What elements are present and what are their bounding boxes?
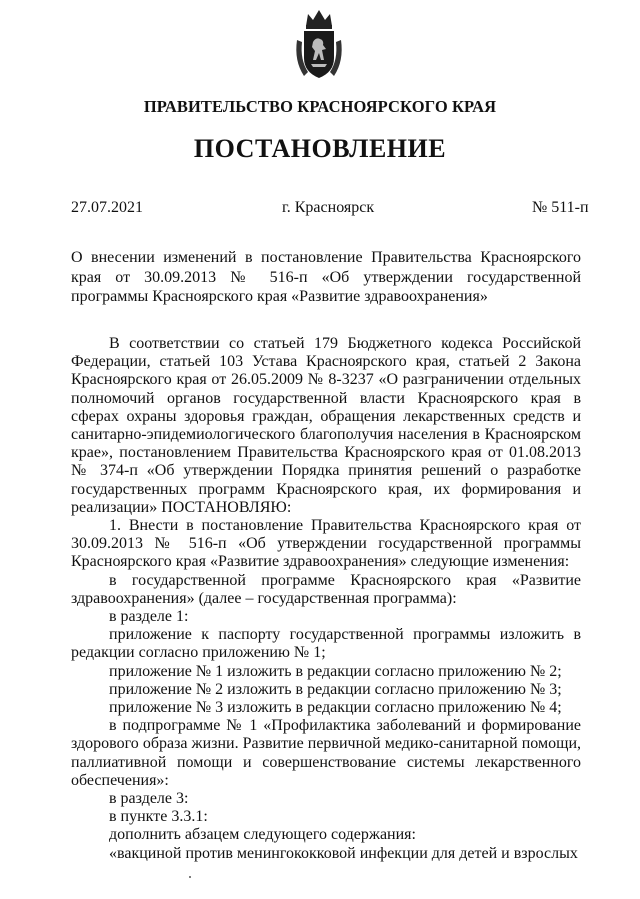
paragraph: «вакциной против менингококковой инфекции для детей и взрослых	[109, 844, 578, 862]
paragraph: в разделе 3:	[109, 790, 189, 808]
document-title: О внесении изменений в постановление Правительства Красноярского края от 30.09.2013 № 516-п «Об утверждении государственной программы Красноярского края «Развитие здравоохранения»	[71, 249, 581, 305]
paragraph: в разделе 1:	[109, 608, 189, 626]
document-city: г. Красноярск	[282, 199, 375, 216]
krasnoyarsk-coat-of-arms-icon	[294, 6, 344, 82]
paragraph: дополнить абзацем следующего содержания:	[109, 826, 416, 844]
paragraph: в пункте 3.3.1:	[109, 808, 208, 826]
document-number: № 511-п	[532, 199, 589, 216]
paragraph: в подпрограмме № 1 «Профилактика заболеваний и формирование здорового образа жизни. Развитие первичной медико-санитарной помощи, паллиативной помощи и совершенствование системы лекарственного обеспечения»:	[71, 717, 581, 789]
paragraph: 1. Внести в постановление Правительства Красноярского края от 30.09.2013 № 516-п «Об утверждении государственной программы Красноярского края «Развитие здравоохранения» следующие изменения:	[71, 517, 581, 571]
paragraph: приложение № 1 изложить в редакции согласно приложению № 2;	[109, 662, 562, 680]
paragraph: в государственной программе Красноярского края «Развитие здравоохранения» (далее – государственная программа):	[71, 571, 581, 607]
document-date: 27.07.2021	[71, 199, 143, 216]
paragraph: приложение № 3 изложить в редакции согласно приложению № 4;	[109, 699, 562, 717]
paragraph: приложение к паспорту государственной программы изложить в редакции согласно приложению № 1;	[71, 626, 581, 662]
document-type: ПОСТАНОВЛЕНИЕ	[193, 134, 447, 163]
paragraph: В соответствии со статьей 179 Бюджетного кодекса Российской Федерации, статьей 103 Устава Красноярского края, статьей 2 Закона Красноярского края от 26.05.2009 № 8-3237 «О разграничении отдельных полномочий органов государственной власти Красноярского края в сферах охраны здоровья граждан, обращения лекарственных средств и санитарно-эпидемиологического благополучия населения в Красноярском крае», постановлением Правительства Красноярского края от 01.08.2013 № 374-п «Об утверждении Порядка принятия решений о разработке государственных программ Красноярского края, их формирования и реализации» ПОСТАНОВЛЯЮ:	[71, 335, 581, 516]
document-body	[71, 335, 581, 863]
scan-speck	[189, 876, 191, 878]
paragraph: приложение № 2 изложить в редакции согласно приложению № 3;	[109, 680, 562, 698]
organization-name: ПРАВИТЕЛЬСТВО КРАСНОЯРСКОГО КРАЯ	[143, 97, 497, 116]
